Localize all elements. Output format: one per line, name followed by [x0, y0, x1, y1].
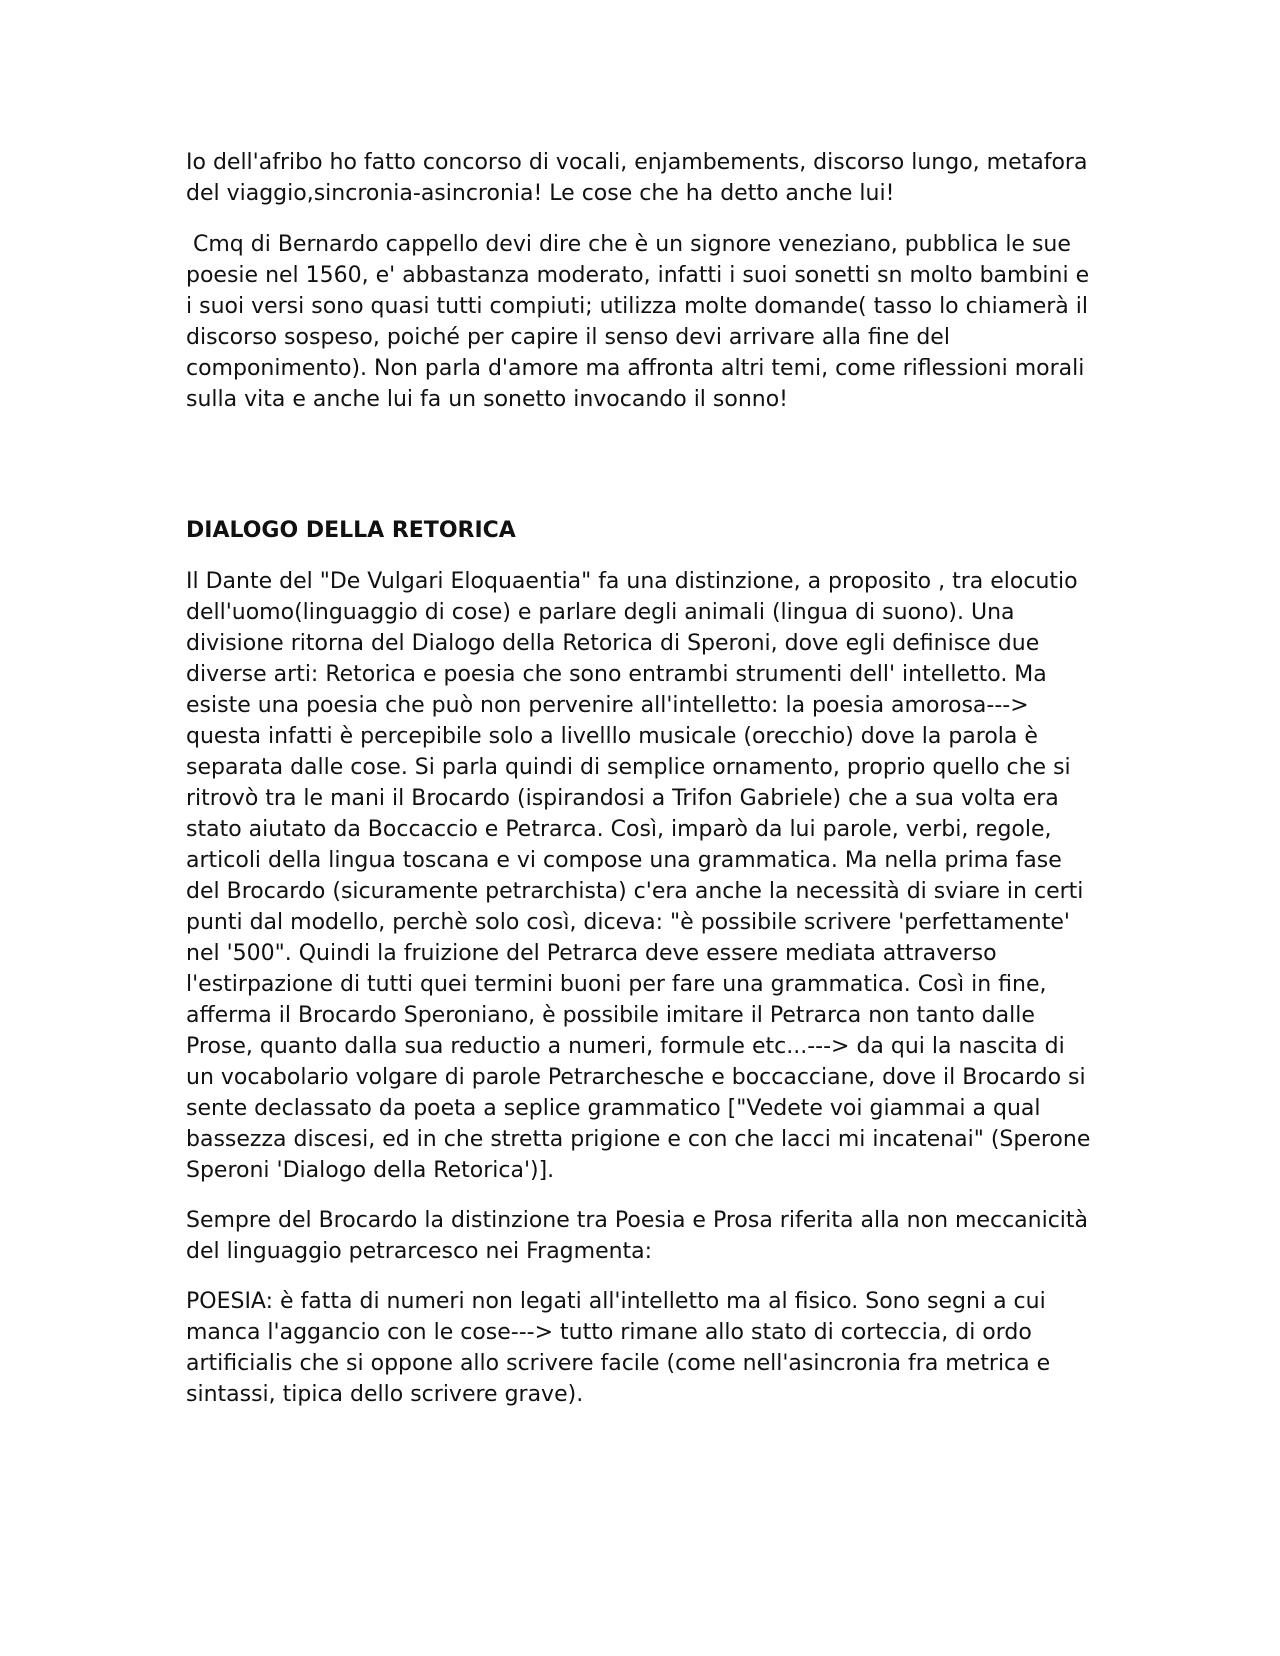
- paragraph-dialogo-retorica: Il Dante del "De Vulgari Eloquaentia" fa una distinzione, a proposito , tra elocutio dell'uomo(linguaggio di cose) e parlare degli animali (lingua di suono). Una divisione ritorna del Dialogo della Retorica di Speroni, dove egli definisce due diverse arti: Retorica e poesia che sono entrambi strumenti dell' intelletto. Ma esiste una poesia che può non pervenire all'intelletto: la poesia amorosa---> questa infatti è percepibile solo a livelllo musicale (orecchio) dove la parola è separata dalle cose. Si parla quindi di semplice ornamento, proprio quello che si ritrovò tra le mani il Brocardo (ispirandosi a Trifon Gabriele) che a sua volta era stato aiutato da Boccaccio e Petrarca. Così, imparò da lui parole, verbi, regole, articoli della lingua toscana e vi compose una grammatica. Ma nella prima fase del Brocardo (sicuramente petrarchista) c'era anche la necessità di sviare in certi punti dal modello, perchè solo così, diceva: "è possibile scrivere 'perfettamente' nel '500". Quindi la fruizione del Petrarca deve essere mediata attraverso l'estirpazione di tutti quei termini buoni per fare una grammatica. Così in fine, afferma il Brocardo Speroniano, è possibile imitare il Petrarca non tanto dalle Prose, quanto dalla sua reductio a numeri, formule etc...---> da qui la nascita di un vocabolario volgare di parole Petrarchesche e boccacciane, dove il Brocardo si sente declassato da poeta a seplice grammatico ["Vedete voi giammai a qual bassezza discesi, ed in che stretta prigione e con che lacci mi incatenai" (Sperone Speroni 'Dialogo della Retorica')].: [186, 569, 1098, 1183]
- paragraph-poesia-prosa: Sempre del Brocardo la distinzione tra Poesia e Prosa riferita alla non meccanicità del linguaggio petrarcesco nei Fragmenta:: [186, 1208, 1096, 1264]
- paragraph-poesia-definition: POESIA: è fatta di numeri non legati all'intelletto ma al fisico. Sono segni a cui manca l'aggancio con le cose---> tutto rimane allo stato di corteccia, di ordo artificialis che si oppone allo scrivere facile (come nell'asincronia fra metrica e sintassi, tipica dello scrivere grave).: [186, 1289, 1058, 1407]
- paragraph-afribo: Io dell'afribo ho fatto concorso di vocali, enjambements, discorso lungo, metafora del viaggio,sincronia-asincronia! Le cose che ha detto anche lui!: [186, 150, 1095, 206]
- document-body: [186, 147, 1096, 1410]
- section-heading: DIALOGO DELLA RETORICA: [186, 518, 516, 543]
- paragraph-bernardo-cappello: Cmq di Bernardo cappello devi dire che è un signore veneziano, pubblica le sue poesie nel 1560, e' abbastanza moderato, infatti i suoi sonetti sn molto bambini e i suoi versi sono quasi tutti compiuti; utilizza molte domande( tasso lo chiamerà il discorso sospeso, poiché per capire il senso devi arrivare alla fine del componimento). Non parla d'amore ma affronta altri temi, come riflessioni morali sulla vita e anche lui fa un sonetto invocando il sonno!: [186, 232, 1097, 412]
